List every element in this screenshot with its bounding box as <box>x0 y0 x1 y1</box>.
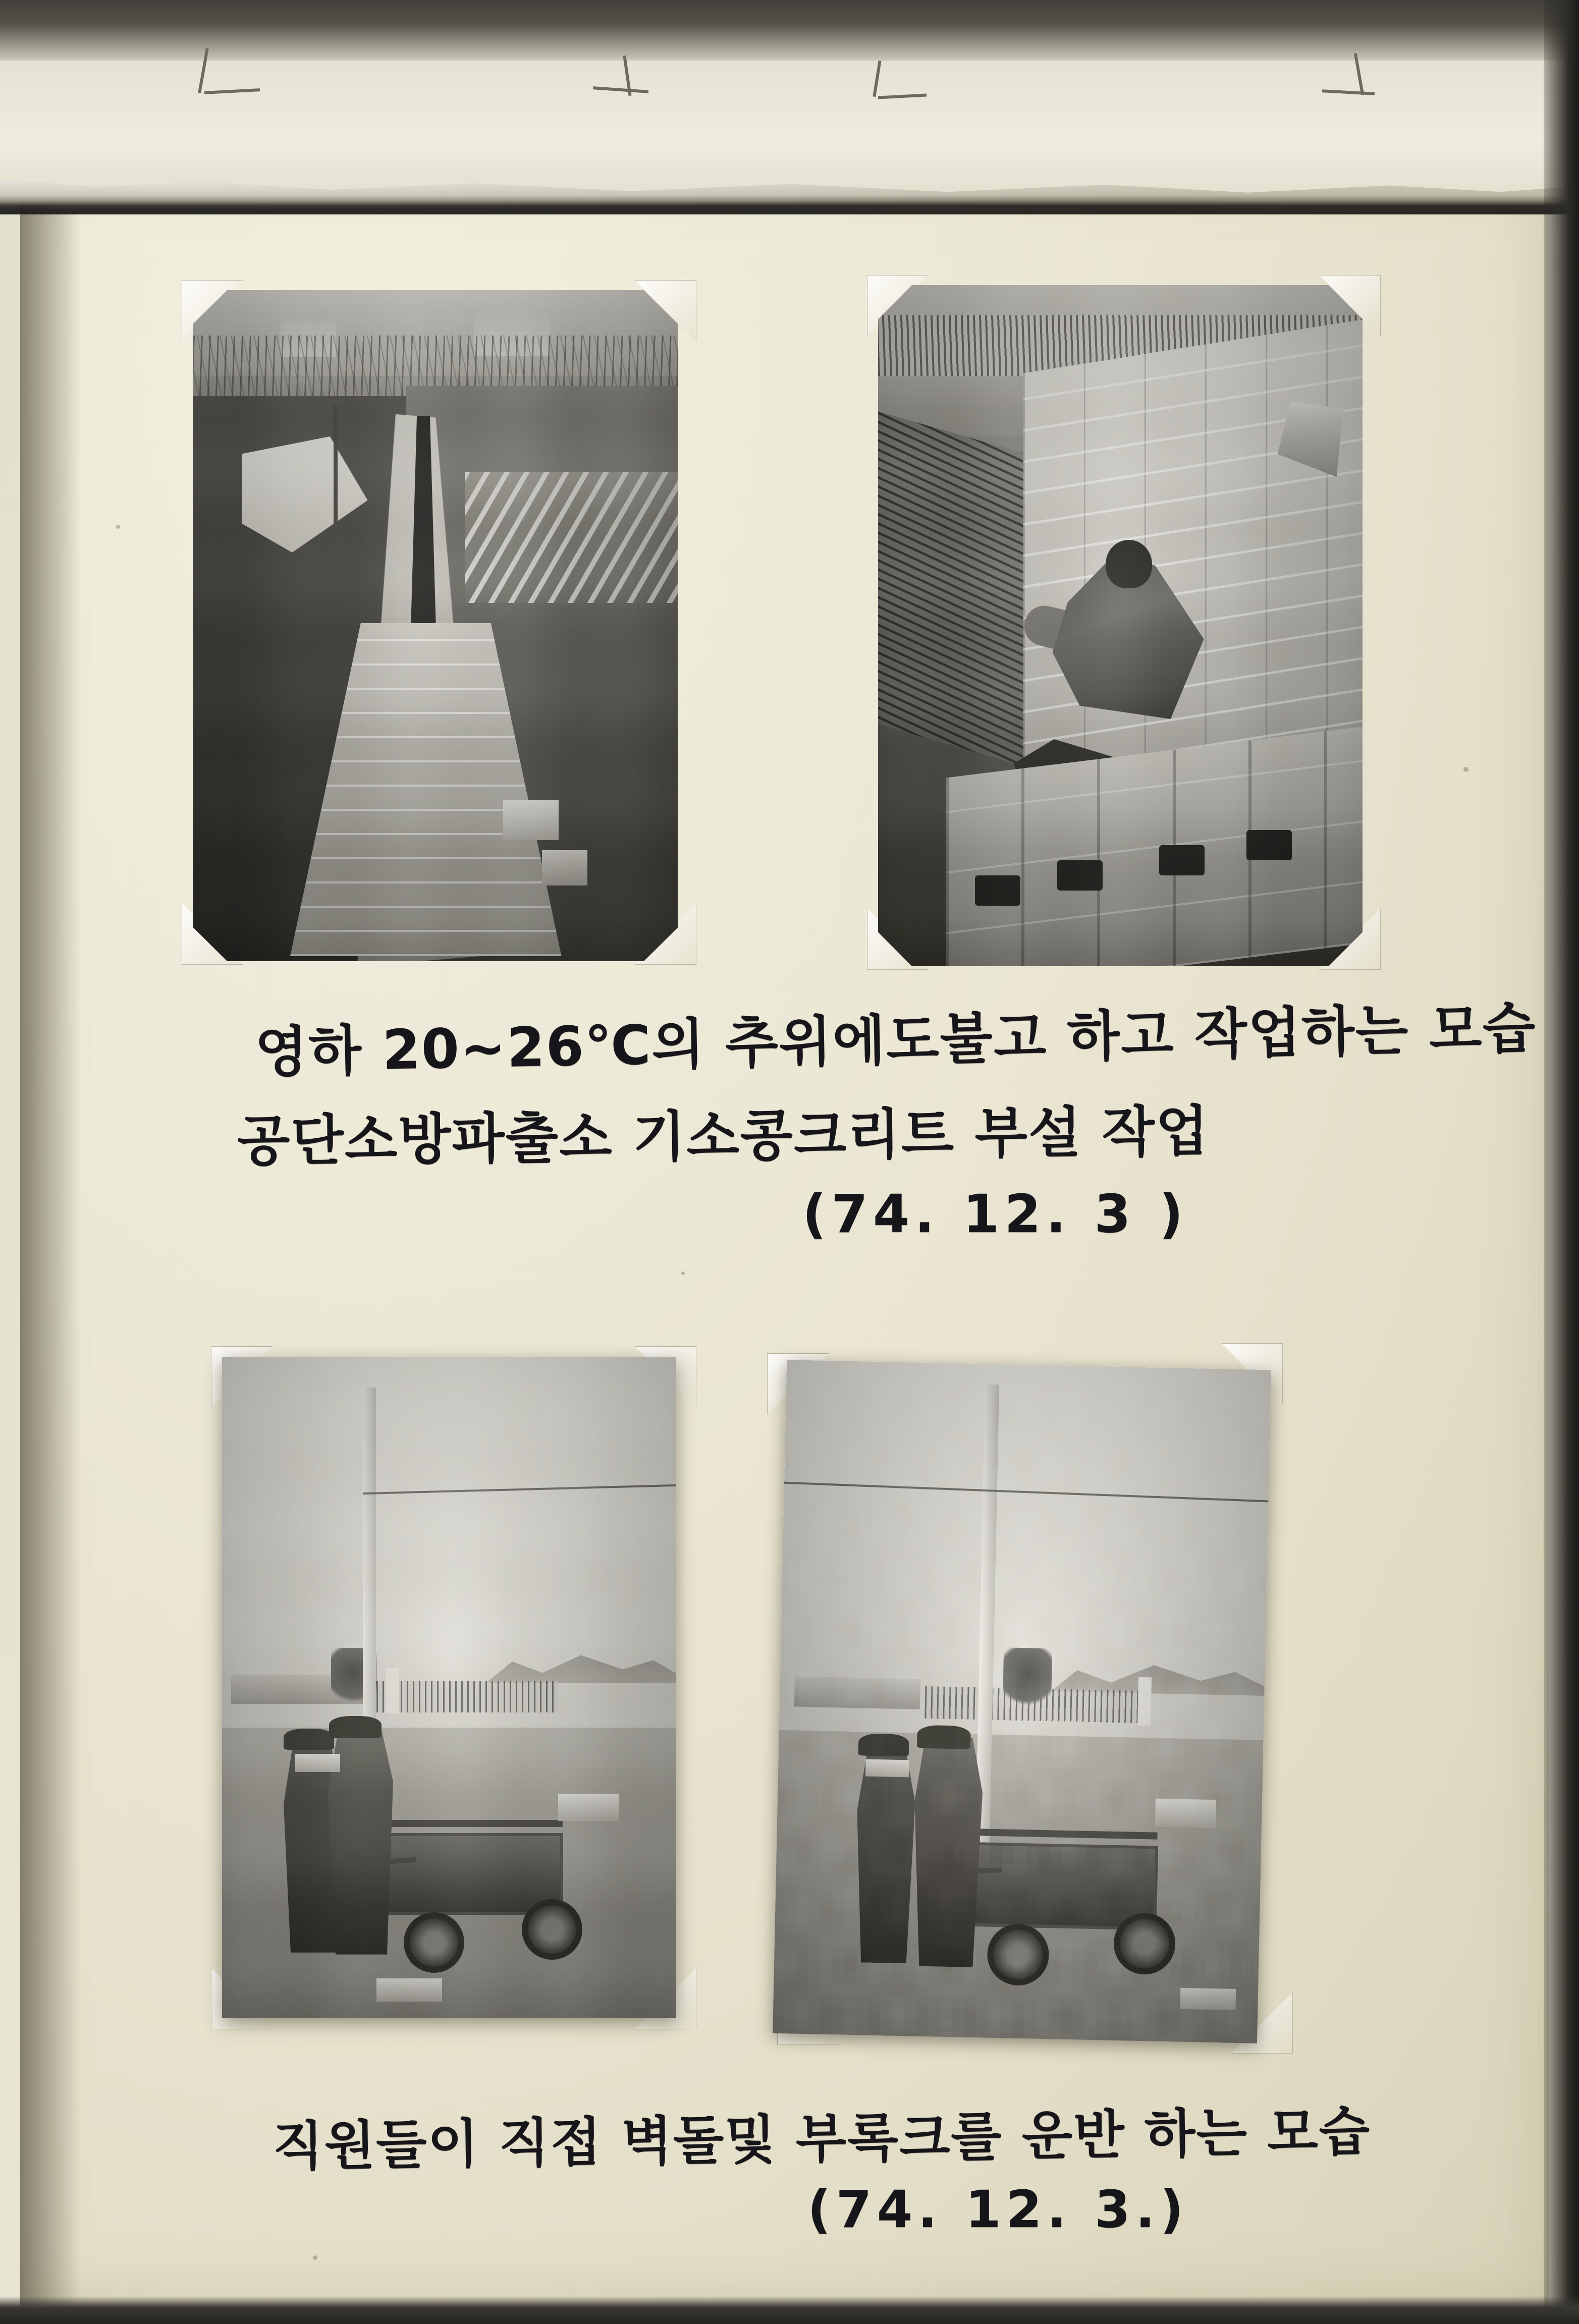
photo-staff-cap <box>917 1725 971 1749</box>
photo-cart-rail <box>381 1820 563 1827</box>
paper-speck <box>313 2255 317 2260</box>
photo-tree <box>1002 1647 1052 1712</box>
photo-brick-pile <box>295 1754 340 1772</box>
photo-stake-post <box>334 406 338 558</box>
photo-brick-pile <box>1155 1799 1216 1829</box>
caption-line-2: 공단소방파출소 기소콩크리트 부설 작업 <box>237 1099 1210 1174</box>
photo-cart-wheel <box>404 1912 464 1973</box>
photo-block-void <box>1057 860 1103 891</box>
photo-brick-pile <box>376 1978 442 2002</box>
photo-staff-hand-cart-left <box>222 1357 676 2018</box>
leaf-binding-shadow <box>20 167 81 2306</box>
photo-block-void <box>1246 830 1292 860</box>
photo-staff-cap <box>284 1729 334 1750</box>
paper-speck <box>116 525 120 529</box>
photo-hand-cart <box>386 1833 563 1915</box>
caption-line-4: 직원들이 직접 벽돌및 부록크를 운반 하는 모습 <box>272 2100 1371 2178</box>
photo-loose-block <box>542 850 587 886</box>
photo-loose-block <box>503 800 559 840</box>
photo-gate-post <box>1137 1677 1152 1726</box>
photo-block-void <box>1159 845 1205 875</box>
photo-staff-cap <box>329 1716 382 1738</box>
photo-cart-wheel <box>522 1899 582 1960</box>
caption-line-1: 영하 20~26℃의 추위에도불고 하고 작업하는 모습 <box>254 997 1537 1085</box>
photo-staff-cap <box>858 1733 909 1756</box>
photo-trench-block-wall <box>193 290 678 961</box>
photo-site-fence <box>376 1681 558 1712</box>
caption-date-lower: (74. 12. 3.) <box>807 2180 1189 2240</box>
photo-gate-post <box>386 1668 399 1713</box>
photo-scattered-blocks <box>465 472 678 603</box>
photo-staff-hand-cart-right <box>773 1360 1271 2043</box>
paper-speck <box>681 1271 685 1275</box>
paper-speck <box>1463 767 1468 772</box>
photo-mason-laying-blocks <box>878 285 1363 966</box>
binding-gutter <box>0 0 1579 61</box>
photo-brick-pile <box>558 1794 619 1821</box>
photo-brick-pile <box>1180 1988 1236 2010</box>
photo-worker-head <box>1106 540 1152 588</box>
page-bottom-shadow <box>0 2296 1579 2324</box>
photo-block-void <box>975 875 1020 906</box>
caption-date-upper: (74. 12. 3 ) <box>802 1183 1188 1245</box>
photo-building-far <box>794 1677 920 1709</box>
page-right-shadow <box>1544 0 1579 2324</box>
photo-brick-pile <box>865 1759 909 1777</box>
